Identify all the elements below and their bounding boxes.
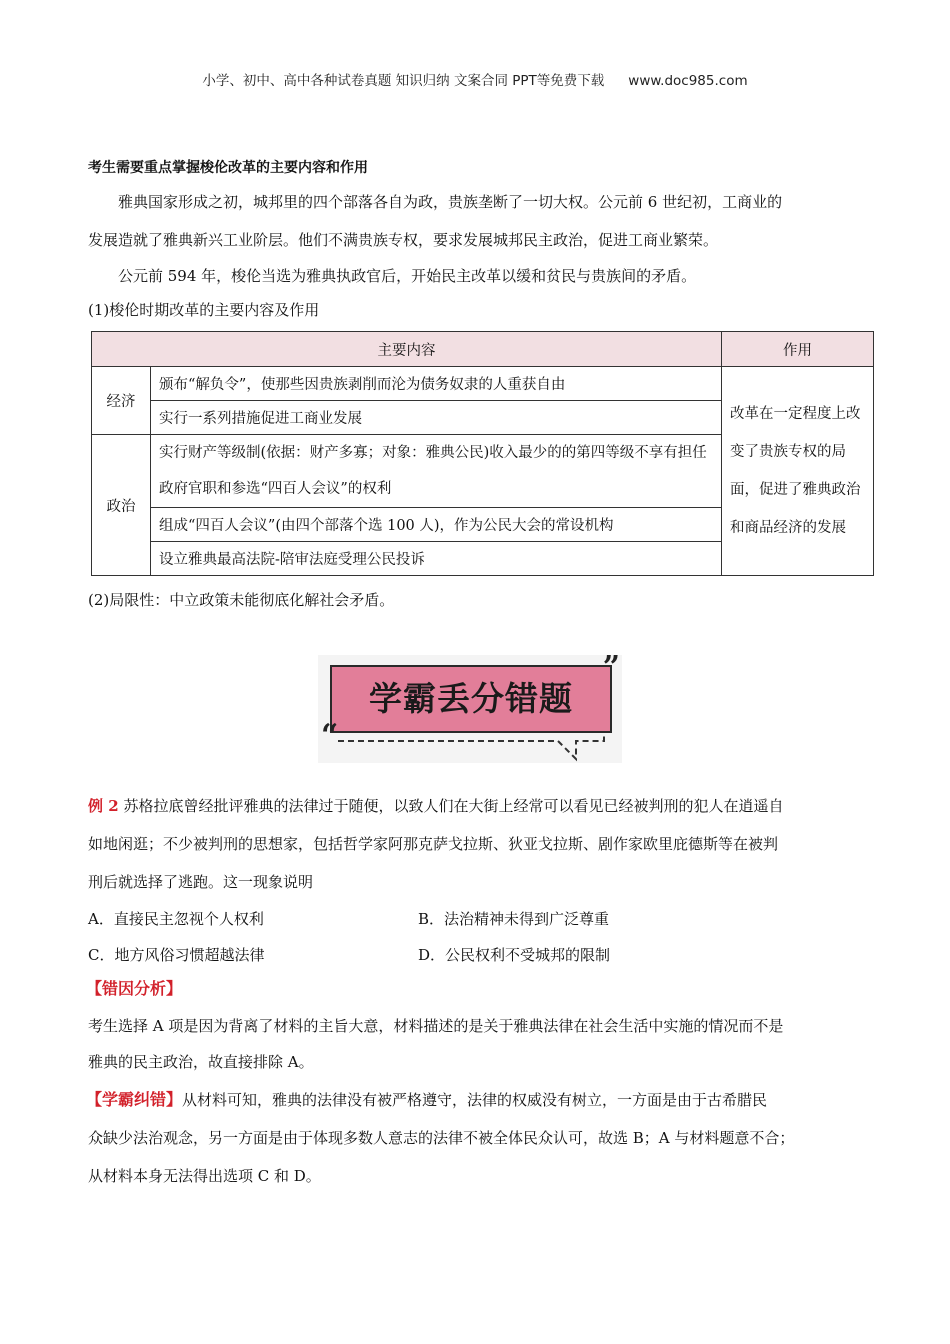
category-politics: 政治 <box>92 435 151 576</box>
table-caption: (1)梭伦时期改革的主要内容及作用 <box>88 301 320 319</box>
paragraph-line: 公元前 594 年，梭伦当选为雅典执政官后，开始民主改革以缓和贫民与贵族间的矛盾。 <box>118 267 697 285</box>
effect-cell: 改革在一定程度上改变了贵族专权的局面，促进了雅典政治和商品经济的发展 <box>722 367 874 576</box>
close-quote-icon: ” <box>602 650 620 685</box>
table-cell: 颁布“解负令”，使那些因贵族剥削而沦为债务奴隶的人重获自由 <box>151 367 722 401</box>
table-cell: 实行一系列措施促进工商业发展 <box>151 401 722 435</box>
section-title: 考生需要重点掌握梭伦改革的主要内容和作用 <box>88 160 368 176</box>
category-economy: 经济 <box>92 367 151 435</box>
correction-title: 【学霸纠错】 <box>86 1090 183 1109</box>
header-text: 小学、初中、高中各种试卷真题 知识归纳 文案合同 PPT等免费下载 <box>202 73 605 89</box>
banner-box <box>330 665 612 733</box>
example-line <box>88 796 783 816</box>
example-text: 苏格拉底曾经批评雅典的法律过于随便，以致人们在大街上经常可以看见已经被判刑的犯人在逍遥自 <box>123 797 784 815</box>
example-line: 刑后就选择了逃跑。这一现象说明 <box>88 873 314 891</box>
mistake-banner <box>318 650 622 763</box>
correction-text: 从材料可知，雅典的法律没有被严格遵守，法律的权威没有树立，一方面是由于古希腊民 <box>182 1091 768 1109</box>
example-line: 如地闲逛；不少被判刑的思想家，包括哲学家阿那克萨戈拉斯、狄亚戈拉斯、剧作家欧里庇德斯等在被判 <box>88 835 779 853</box>
open-quote-icon: “ <box>321 718 339 753</box>
correction-line: 从材料本身无法得出选项 C 和 D。 <box>88 1167 321 1185</box>
option-a: A．直接民主忽视个人权利 <box>88 910 264 928</box>
paragraph-line: 发展造就了雅典新兴工业阶层。他们不满贵族专权，要求发展城邦民主政治，促进工商业繁荣。 <box>88 231 719 249</box>
table-cell: 设立雅典最高法院-陪审法庭受理公民投诉 <box>151 542 722 576</box>
paragraph-line: 雅典国家形成之初，城邦里的四个部落各自为政，贵族垄断了一切大权。公元前 6 世纪初，工商业的 <box>118 193 783 211</box>
option-d: D．公民权利不受城邦的限制 <box>418 946 611 964</box>
page-header <box>0 69 950 89</box>
analysis-line: 雅典的民主政治，故直接排除 A。 <box>88 1053 314 1071</box>
example-label: 例 2 <box>88 797 119 815</box>
correction-line: 众缺少法治观念，另一方面是由于体现多数人意志的法律不被全体民众认可，故选 B；A 与材料题意不合； <box>88 1129 795 1147</box>
header-content: 主要内容 <box>92 332 722 367</box>
table-cell: 实行财产等级制(依据：财产多寡；对象：雅典公民)收入最少的的第四等级不享有担任政府官职和参选“四百人会议”的权利 <box>151 435 722 508</box>
header-effect: 作用 <box>722 332 874 367</box>
option-b: B．法治精神未得到广泛尊重 <box>418 910 610 928</box>
header-url[interactable]: www.doc985.com <box>628 73 748 89</box>
table-cell: 组成“四百人会议”(由四个部落个选 100 人)，作为公民大会的常设机构 <box>151 508 722 542</box>
correction-line <box>86 1090 767 1110</box>
option-c: C．地方风俗习惯超越法律 <box>88 946 265 964</box>
reform-table <box>91 331 874 576</box>
analysis-line: 考生选择 A 项是因为背离了材料的主旨大意，材料描述的是关于雅典法律在社会生活中实施的情况而不是 <box>88 1017 784 1035</box>
limitation-text: (2)局限性：中立政策未能彻底化解社会矛盾。 <box>88 591 395 609</box>
banner-title: 学霸丢分错题 <box>369 679 573 718</box>
error-analysis-title: 【错因分析】 <box>86 979 183 998</box>
